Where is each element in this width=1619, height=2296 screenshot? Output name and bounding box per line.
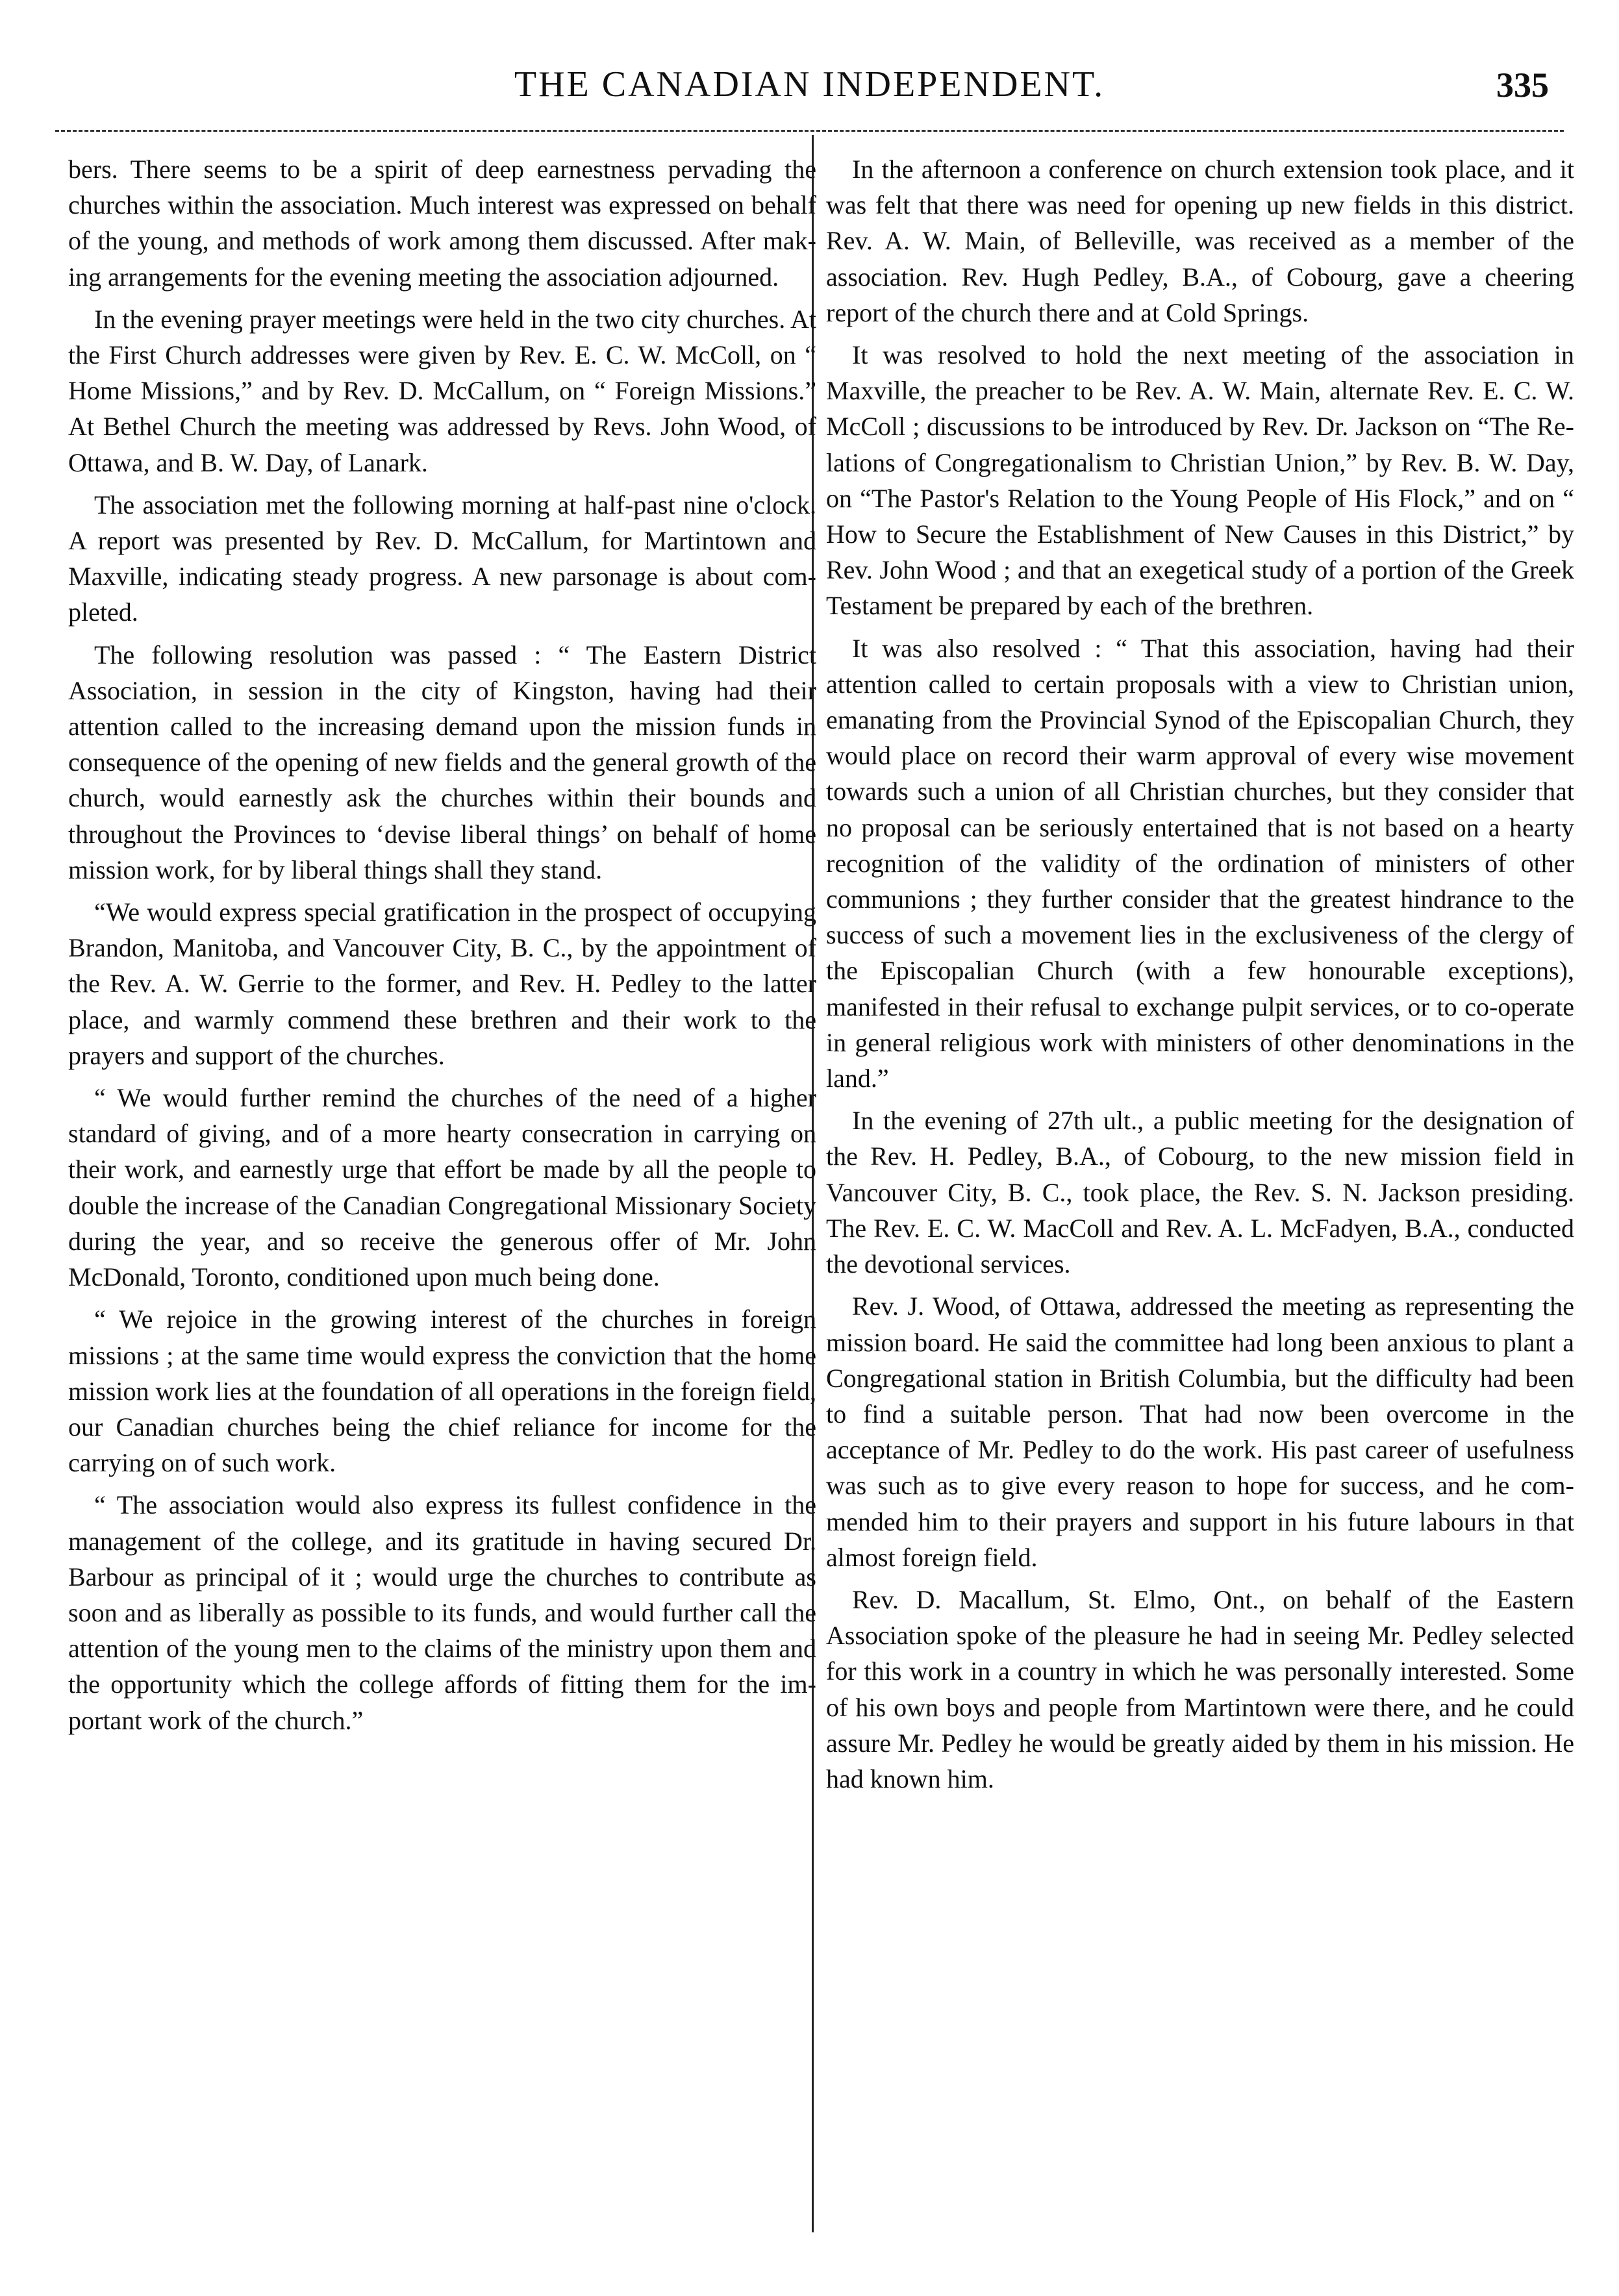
header-rule — [55, 130, 1564, 132]
paragraph: The following resolution was passed : “ The Eastern District Association, in session in the city of Kingston, having had their attention called to the increasing demand upon the mission funds in consequence of the opening of new fields and the general growth of the church, would earnestly ask the churches within their bounds and throughout the Provinces to ‘devise liberal things’ on behalf of home mission work, for by liberal things shall they stand. — [68, 640, 816, 884]
paragraph: “ We rejoice in the growing interest of the churches in foreign missions ; at the same time would express the conviction that the home mission work lies at the foundation of all operations in the foreign field, our Canadian churches being the chief reliance for income for the carrying on of such work. — [68, 1304, 816, 1478]
paragraph: In the afternoon a conference on church extension took place, and it was felt that there was need for opening up new fields in this district. Rev. A. W. Main, of Belleville, was received as a member of the association. Rev. Hugh Pedley, B.A., of Cobourg, gave a cheering report of the church there and at Cold Springs. — [826, 155, 1574, 327]
paragraph: bers. There seems to be a spirit of deep earnestness pervading the churches within the association. Much interest was expressed on behalf of the young, and methods of work among them discussed. After making arrangements for the evening meeting the association adjourned. — [68, 155, 816, 292]
paragraph: In the evening prayer meetings were held in the two city churches. At the First Church addresses were given by Rev. E. C. W. McColl, on “ Home Missions,” and by Rev. D. McCallum, on “ Foreign Missions.” At Bethel Church the meeting was addressed by Revs. John Wood, of Ottawa, and B. W. Day, of Lanark. — [68, 304, 816, 477]
page-number: 335 — [1496, 66, 1549, 105]
paragraph: It was also resolved : “ That this association, having had their attention called to certain proposals with a view to Christian union, emanating from the Provincial Synod of the Episcopalian Church, they would place on record their warm approval of every wise movement towards such a union of all Christian churches, but they consider that no proposal can be seriously entertained that is not based on a hearty recognition of the validity of the ordination of ministers of other communions ; they further consider that the greatest hindrance to the success of such a movement lies in the exclusiveness of the clergy of the Episcopalian Church (with a few honourable exceptions), manifested in their refusal to exchange pulpit services, or to co-operate in general religious work with ministers of other denominations in the land.” — [826, 633, 1574, 1093]
paragraph: “ The association would also express its fullest confidence in the management of the college, and its gratitude in having secured Dr. Barbour as principal of it ; would urge the churches to contribute as soon and as liberally as possible to its funds, and would further call the attention of the young men to the claims of the ministry upon them and the opportunity which the college affords of fitting them for the important work of the church.” — [68, 1490, 816, 1735]
paragraph: Rev. J. Wood, of Ottawa, addressed the meeting as representing the mission board. He said the committee had long been anxious to plant a Congregational station in British Columbia, but the difficulty had been to find a suitable person. That had now been overcome in the acceptance of Mr. Pedley to do the work. His past career of usefulness was such as to give every reason to hope for success, and he commended him to their prayers and support in his future labours in that almost foreign field. — [826, 1292, 1574, 1572]
paragraph: The association met the following morning at half-past nine o'clock. A report was presented by Rev. D. McCallum, for Martintown and Maxville, indicating steady progress. A new parsonage is about completed. — [68, 490, 816, 627]
paragraph: “ We would further remind the churches of the need of a higher standard of giving, and of a more hearty consecration in carrying on their work, and earnestly urge that effort be made by all the people to double the increase of the Canadian Congregational Missionary Society during the year, and so receive the generous offer of Mr. John McDonald, Toronto, conditioned upon much being done. — [68, 1083, 816, 1292]
paragraph: In the evening of 27th ult., a public meeting for the designation of the Rev. H. Pedley, B.A., of Cobourg, to the new mission field in Vancouver City, B. C., took place, the Rev. S. N. Jackson presiding. The Rev. E. C. W. MacColl and Rev. A. L. McFadyen, B.A., conducted the devotional services. — [826, 1106, 1574, 1279]
paragraph: Rev. D. Macallum, St. Elmo, Ont., on behalf of the Eastern Association spoke of the pleasure he had in seeing Mr. Pedley selected for this work in a country in which he was personally interested. Some of his own boys and people from Martintown were there, and he could assure Mr. Pedley he would be greatly aided by them in his mission. He had known him. — [826, 1584, 1574, 1793]
paragraph: “We would express special gratification in the prospect of occupying Brandon, Manitoba, and Vancouver City, B. C., by the appointment of the Rev. A. W. Gerrie to the former, and Rev. H. Pedley to the latter place, and warmly commend these brethren and their work to the prayers and support of the churches. — [68, 897, 816, 1070]
journal-title: THE CANADIAN INDEPENDENT. — [514, 64, 1105, 105]
left-column — [68, 151, 816, 2229]
right-column — [826, 151, 1574, 2229]
paragraph: It was resolved to hold the next meeting of the association in Maxville, the preacher to be Rev. A. W. Main, alternate Rev. E. C. W. McColl ; discussions to be introduced by Rev. Dr. Jackson on “The Relations of Congregationalism to Christian Union,” by Rev. B. W. Day, on “The Pastor's Relation to the Young People of His Flock,” and on “ How to Secure the Establishment of New Causes in this District,” by Rev. John Wood ; and that an exegetical study of a portion of the Greek Testament be prepared by each of the brethren. — [826, 340, 1574, 621]
running-head — [65, 60, 1554, 118]
